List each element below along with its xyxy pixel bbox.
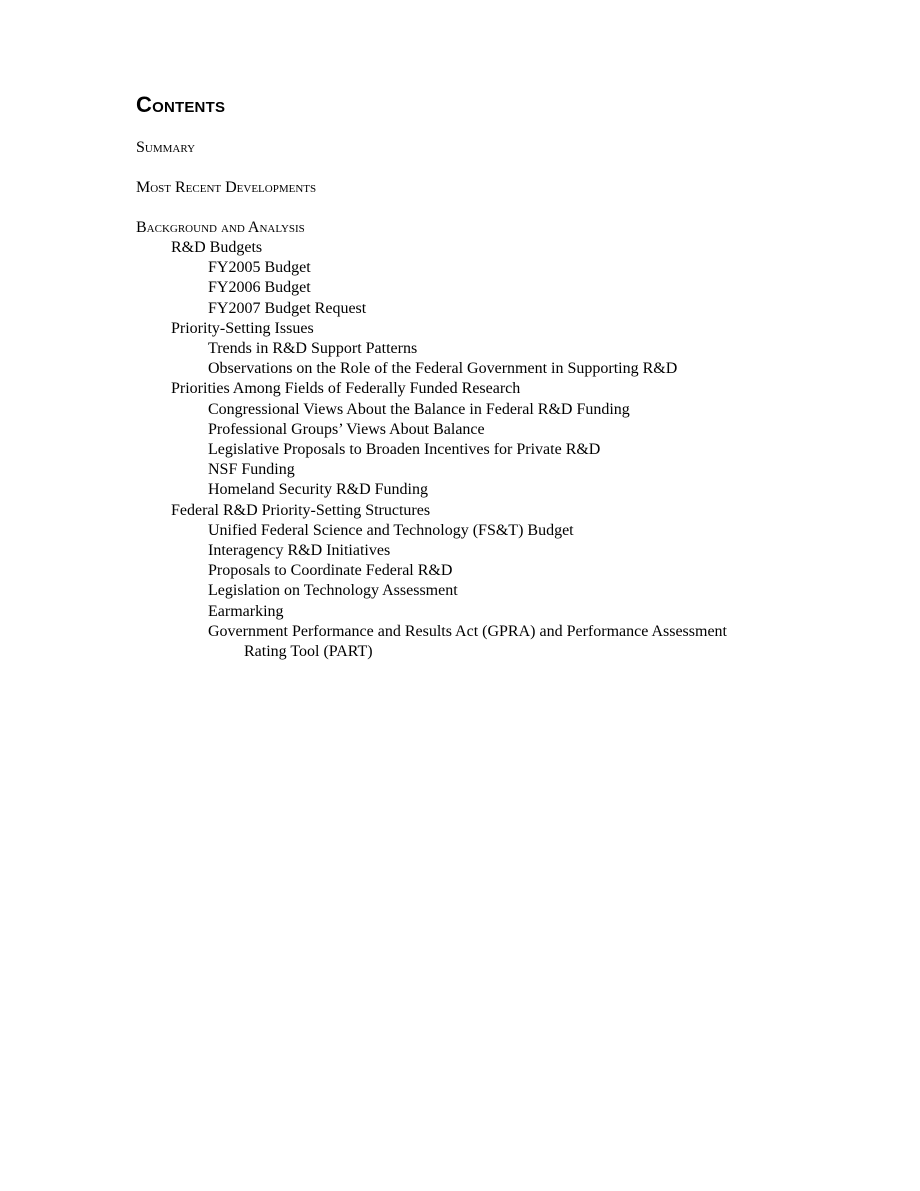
toc-section-background-and-analysis[interactable]: Background and Analysis <box>136 219 305 236</box>
toc-item[interactable]: Legislation on Technology Assessment <box>208 582 458 600</box>
toc-subsection-rd-budgets[interactable]: R&D Budgets <box>171 239 263 256</box>
toc-subsection-priority-setting-structures[interactable]: Federal R&D Priority-Setting Structures <box>171 501 431 519</box>
toc-item[interactable]: FY2007 Budget Request <box>208 299 367 317</box>
toc-item[interactable]: Proposals to Coordinate Federal R&D <box>208 562 453 580</box>
toc-item[interactable]: Congressional Views About the Balance in Federal R&D Funding <box>208 400 630 418</box>
toc-item[interactable]: Interagency R&D Initiatives <box>208 542 391 560</box>
toc-item[interactable]: Government Performance and Results Act (GPRA) and Performance Assessment <box>208 622 727 640</box>
toc-item[interactable]: Homeland Security R&D Funding <box>208 481 428 499</box>
spacer <box>136 158 856 178</box>
toc-section-summary[interactable]: Summary <box>136 139 196 156</box>
toc-item[interactable]: Legislative Proposals to Broaden Incentives for Private R&D <box>208 441 601 459</box>
toc-item[interactable]: FY2006 Budget <box>208 279 311 297</box>
spacer <box>136 198 856 218</box>
toc-item[interactable]: NSF Funding <box>208 461 295 479</box>
toc-item[interactable]: FY2005 Budget <box>208 259 311 277</box>
toc-item[interactable]: Trends in R&D Support Patterns <box>208 340 418 358</box>
toc-section-most-recent-developments[interactable]: Most Recent Developments <box>136 179 317 196</box>
toc-item-continuation[interactable]: Rating Tool (PART) <box>244 643 373 661</box>
table-of-contents <box>136 88 856 662</box>
toc-subsection-priority-setting-issues[interactable]: Priority-Setting Issues <box>171 319 314 337</box>
toc-item[interactable]: Professional Groups’ Views About Balance <box>208 420 485 438</box>
toc-item[interactable]: Observations on the Role of the Federal Government in Supporting R&D <box>208 360 678 378</box>
toc-item[interactable]: Unified Federal Science and Technology (FS&T) Budget <box>208 521 574 539</box>
toc-item[interactable]: Earmarking <box>208 602 284 620</box>
page-title: Contents <box>136 92 226 117</box>
toc-subsection-priorities-among-fields[interactable]: Priorities Among Fields of Federally Funded Research <box>171 380 521 398</box>
